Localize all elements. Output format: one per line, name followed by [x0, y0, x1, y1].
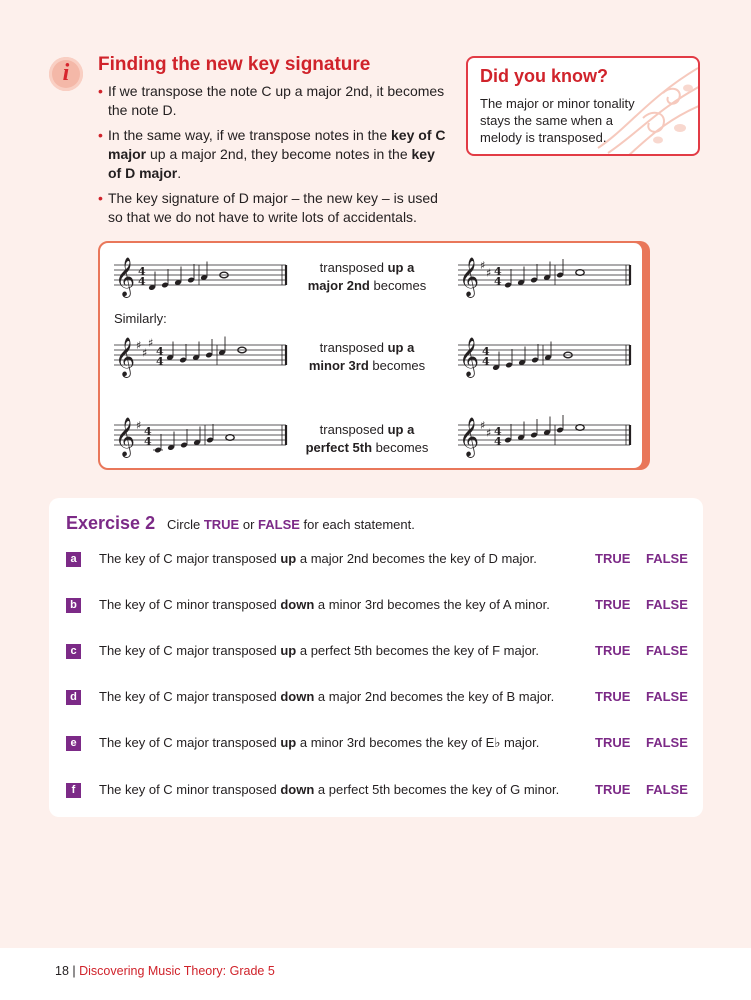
- sharp-icon: ♯: [480, 259, 486, 272]
- sharp-icon: ♯: [136, 339, 142, 352]
- true-option[interactable]: TRUE: [595, 551, 631, 566]
- svg-text:4: 4: [144, 435, 152, 448]
- transposition-label: transposed up a major 2nd becomes: [307, 260, 427, 293]
- staff-d-major: [456, 255, 634, 301]
- statement-row: [66, 597, 686, 617]
- false-option[interactable]: FALSE: [646, 782, 688, 797]
- true-option[interactable]: TRUE: [595, 782, 631, 797]
- sharp-icon: ♯: [486, 426, 492, 440]
- false-option[interactable]: FALSE: [646, 643, 688, 658]
- svg-text:4: 4: [494, 435, 502, 448]
- book-title: Discovering Music Theory: Grade 5: [79, 964, 275, 978]
- treble-clef-icon: 𝄞: [459, 417, 480, 457]
- statement-text: The key of C major transposed up a perfect 5th becomes the key of F major.: [99, 643, 540, 658]
- page-number: 18: [55, 964, 69, 978]
- footer-text: 18 | Discovering Music Theory: Grade 5: [55, 964, 275, 978]
- false-option[interactable]: FALSE: [646, 551, 688, 566]
- true-option[interactable]: TRUE: [595, 735, 631, 750]
- staff-d-major-result: [456, 415, 634, 461]
- info-icon: i: [49, 57, 83, 91]
- svg-text:4: 4: [138, 275, 146, 288]
- did-you-know-text: The major or minor tonality stays the same when a melody is transposed.: [480, 96, 635, 145]
- svg-text:4: 4: [482, 355, 490, 368]
- sharp-icon: ♯: [148, 336, 154, 350]
- treble-clef-icon: 𝄞: [115, 337, 136, 377]
- item-letter: e: [66, 736, 81, 751]
- sharp-icon: ♯: [486, 266, 492, 280]
- transposition-label: transposed up a minor 3rd becomes: [308, 340, 426, 373]
- sharp-icon: ♯: [480, 419, 486, 432]
- statement-text: The key of C minor transposed down a minor 3rd becomes the key of A minor.: [99, 597, 550, 612]
- bullet-item: • If we transpose the note C up a major 2nd, it becomes the note D.: [98, 82, 448, 120]
- exercise-title: Exercise 2: [66, 513, 156, 533]
- statement-text: The key of C major transposed down a major 2nd becomes the key of B major.: [99, 689, 555, 704]
- statement-text: The key of C minor transposed down a perfect 5th becomes the key of G minor.: [99, 782, 560, 797]
- svg-text:4: 4: [494, 265, 502, 278]
- section-title: Finding the new key signature: [98, 54, 371, 75]
- statement-row: [66, 735, 686, 755]
- true-option[interactable]: TRUE: [595, 689, 631, 704]
- exercise-instructions: Circle TRUE or FALSE for each statement.: [167, 517, 415, 532]
- svg-text:4: 4: [156, 345, 164, 358]
- false-option[interactable]: FALSE: [646, 597, 688, 612]
- exercise-2-panel: [49, 498, 703, 817]
- info-bullets: [98, 82, 448, 233]
- treble-clef-icon: 𝄞: [459, 337, 480, 377]
- true-option[interactable]: TRUE: [595, 597, 631, 612]
- staff-c-major-result: [456, 335, 634, 381]
- staff-g-major: [112, 415, 290, 461]
- bullet-item: • In the same way, if we transpose notes in the key of C major up a major 2nd, they become notes in the key of D major.: [98, 126, 448, 183]
- did-you-know-box: [466, 56, 700, 156]
- svg-text:4: 4: [494, 425, 502, 438]
- item-letter: f: [66, 783, 81, 798]
- staff-c-major: [112, 255, 290, 301]
- treble-clef-icon: 𝄞: [459, 257, 480, 297]
- sharp-icon: ♯: [136, 419, 142, 432]
- statement-row: [66, 643, 686, 663]
- transposition-label: transposed up a perfect 5th becomes: [305, 422, 429, 455]
- statement-text: The key of C major transposed up a major 2nd becomes the key of D major.: [99, 551, 537, 566]
- item-letter: a: [66, 552, 81, 567]
- svg-text:4: 4: [138, 265, 146, 278]
- treble-clef-icon: 𝄞: [115, 257, 136, 297]
- staff-a-major: [112, 335, 290, 381]
- false-option[interactable]: FALSE: [646, 689, 688, 704]
- sharp-icon: ♯: [142, 346, 148, 360]
- item-letter: b: [66, 598, 81, 613]
- similarly-label: Similarly:: [114, 311, 167, 326]
- false-option[interactable]: FALSE: [646, 735, 688, 750]
- statement-row: [66, 551, 686, 571]
- treble-clef-icon: 𝄞: [115, 417, 136, 457]
- svg-text:4: 4: [482, 345, 490, 358]
- item-letter: c: [66, 644, 81, 659]
- svg-text:4: 4: [494, 275, 502, 288]
- page-footer: [0, 948, 751, 1000]
- statement-text: The key of C major transposed up a minor 3rd becomes the key of E♭ major.: [99, 735, 540, 750]
- statement-row: [66, 689, 686, 709]
- svg-text:4: 4: [156, 355, 164, 368]
- did-you-know-title: Did you know?: [480, 66, 608, 86]
- bullet-item: • The key signature of D major – the new key – is used so that we do not have to write lots of accidentals.: [98, 189, 448, 227]
- true-option[interactable]: TRUE: [595, 643, 631, 658]
- svg-text:4: 4: [144, 425, 152, 438]
- item-letter: d: [66, 690, 81, 705]
- statement-row: [66, 782, 686, 802]
- transposition-examples-box: [98, 241, 644, 470]
